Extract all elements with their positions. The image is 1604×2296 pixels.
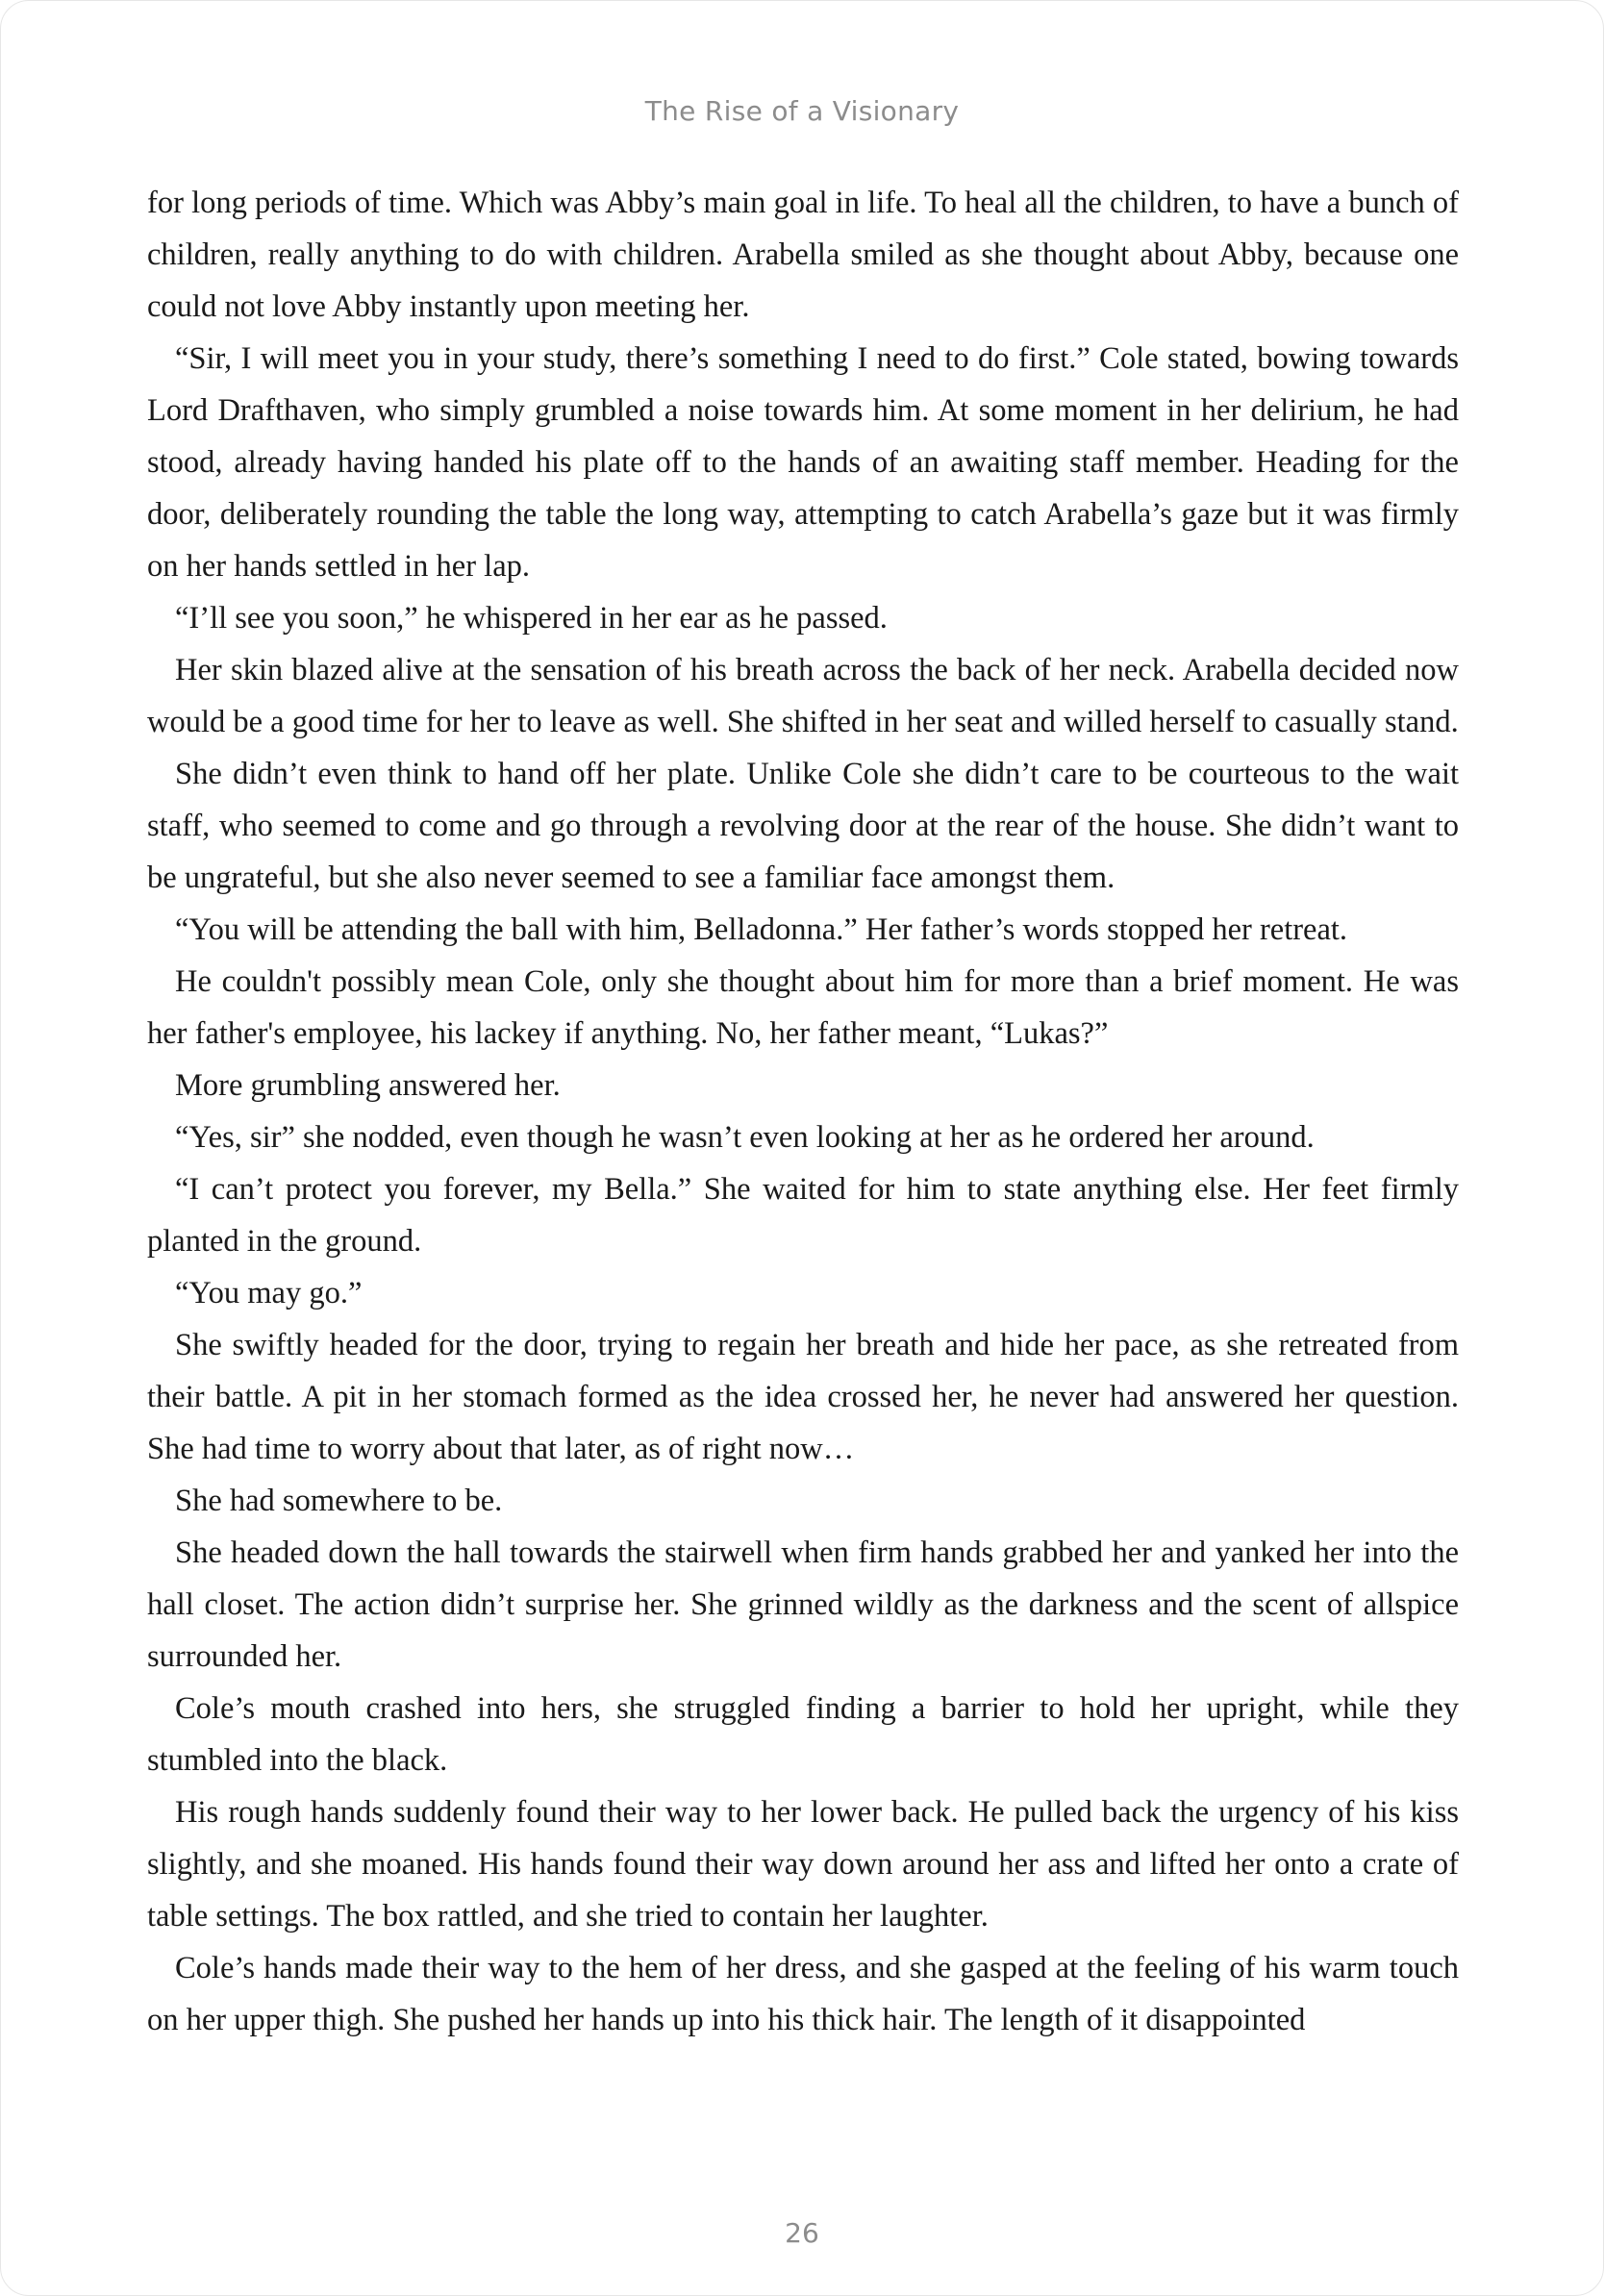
paragraph: More grumbling answered her.	[175, 1068, 561, 1103]
paragraph: She swiftly headed for the door, trying to regain her breath and hide her pace, as she retreated from their battle. A pit in her stomach formed as the idea crossed her, he never had answered her question. She had time to worry about that later, as of right now…	[147, 1328, 1459, 1466]
paragraph: “Yes, sir” she nodded, even though he wasn’t even looking at her as he ordered her around.	[175, 1120, 1315, 1155]
book-title-header: The Rise of a Visionary	[644, 95, 960, 127]
paragraph: for long periods of time. Which was Abby’s main goal in life. To heal all the children, to have a bunch of children, really anything to do with children. Arabella smiled as she thought about Abby, because one could not love Abby instantly upon meeting her.	[147, 186, 1459, 324]
paragraph: Her skin blazed alive at the sensation of his breath across the back of her neck. Arabella decided now would be a good time for her to leave as well. She shifted in her seat and willed herself to casually stand.	[147, 653, 1459, 739]
paragraph: He couldn't possibly mean Cole, only she thought about him for more than a brief moment. He was her father's employee, his lackey if anything. No, her father meant, “Lukas?”	[147, 964, 1459, 1051]
paragraph: “I can’t protect you forever, my Bella.” She waited for him to state anything else. Her feet firmly planted in the ground.	[147, 1172, 1459, 1259]
paragraph: “Sir, I will meet you in your study, there’s something I need to do first.” Cole stated, bowing towards Lord Drafthaven, who simply grumbled a noise towards him. At some moment in her delirium, he had stood, already having handed his plate off to the hands of an awaiting staff member. Heading for the door, deliberately rounding the table the long way, attempting to catch Arabella’s gaze but it was firmly on her hands settled in her lap.	[147, 341, 1459, 584]
paragraph: “I’ll see you soon,” he whispered in her ear as he passed.	[175, 601, 888, 636]
paragraph: She didn’t even think to hand off her plate. Unlike Cole she didn’t care to be courteous to the wait staff, who seemed to come and go through a revolving door at the rear of the house. She didn’t want to be ungrateful, but she also never seemed to see a familiar face amongst them.	[147, 757, 1459, 895]
paragraph: She headed down the hall towards the stairwell when firm hands grabbed her and yanked her into the hall closet. The action didn’t surprise her. She grinned wildly as the darkness and the scent of allspice surrounded her.	[147, 1535, 1459, 1674]
paragraph: “You may go.”	[175, 1276, 363, 1310]
paragraph: His rough hands suddenly found their way to her lower back. He pulled back the urgency of his kiss slightly, and she moaned. His hands found their way down around her ass and lifted her onto a crate of table settings. The box rattled, and she tried to contain her laughter.	[147, 1795, 1459, 1934]
paragraph: She had somewhere to be.	[175, 1484, 503, 1518]
paragraph: “You will be attending the ball with him, Belladonna.” Her father’s words stopped her retreat.	[175, 912, 1348, 947]
paragraph: Cole’s mouth crashed into hers, she struggled finding a barrier to hold her upright, while they stumbled into the black.	[147, 1691, 1459, 1778]
page-number: 26	[785, 2217, 819, 2249]
page-text-body	[147, 177, 1459, 2046]
paragraph: Cole’s hands made their way to the hem of her dress, and she gasped at the feeling of his warm touch on her upper thigh. She pushed her hands up into his thick hair. The length of it disappointed	[147, 1951, 1459, 2037]
